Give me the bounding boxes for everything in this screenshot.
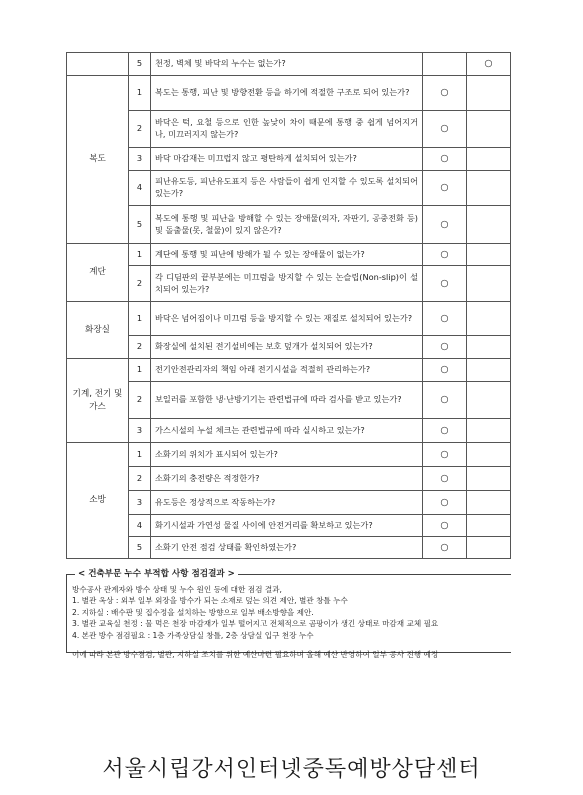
- category-cell: 복도: [67, 76, 129, 244]
- check-mark: ○: [423, 266, 467, 302]
- table-row: [67, 302, 511, 336]
- table-row: [67, 515, 511, 537]
- check-mark: ○: [423, 148, 467, 171]
- check-mark: ○: [423, 515, 467, 537]
- item-number: 1: [129, 76, 151, 111]
- check-mark: ○: [423, 302, 467, 336]
- checklist-item-text: 전기안전관리자의 책임 아래 전기시설을 적절히 관리하는가?: [151, 359, 423, 382]
- checklist-item-text: 각 디딤판의 끝부분에는 미끄럼을 방지할 수 있는 논슬립(Non-slip)이 설치되어 있는가?: [151, 266, 423, 302]
- check-mark: ○: [423, 419, 467, 443]
- result-line: 2. 지하실 : 배수판 및 집수정을 설치하는 방향으로 일부 배소방향을 제안.: [72, 607, 314, 617]
- item-number: 1: [129, 244, 151, 266]
- check-mark: ○: [423, 206, 467, 244]
- table-row: [67, 382, 511, 419]
- item-number: 1: [129, 359, 151, 382]
- check-mark: ○: [423, 537, 467, 559]
- checklist-item-text: 복도는 통행, 피난 및 방향전환 등을 하기에 적절한 구조로 되어 있는가?: [151, 76, 423, 111]
- category-cell: 소방: [67, 443, 129, 559]
- category-cell: 화장실: [67, 302, 129, 359]
- table-row: [67, 336, 511, 359]
- checklist-item-text: 화장실에 설치된 전기설비에는 보호 덮개가 설치되어 있는가?: [151, 336, 423, 359]
- checklist-item-text: 천정, 벽체 및 바닥의 누수는 없는가?: [151, 53, 423, 76]
- result-line: 방수공사 관계자와 방수 상태 및 누수 원인 등에 대한 점검 결과,: [72, 585, 282, 594]
- checklist-item-text: 계단에 통행 및 피난에 방해가 될 수 있는 장애물이 없는가?: [151, 244, 423, 266]
- checklist-item-text: 바닥 마감재는 미끄럽지 않고 평탄하게 설치되어 있는가?: [151, 148, 423, 171]
- item-number: 3: [129, 148, 151, 171]
- category-cell: 계단: [67, 244, 129, 302]
- organization-name: 서울시립강서인터넷중독예방상담센터: [102, 757, 481, 782]
- item-number: 2: [129, 467, 151, 491]
- checklist-item-text: 가스시설의 누설 체크는 관련법규에 따라 실시하고 있는가?: [151, 419, 423, 443]
- check-mark: ○: [423, 244, 467, 266]
- result-line: 4. 본관 방수 점검필요 : 1층 가족상담실 창틀, 2층 상담실 입구 천장 누수: [72, 630, 314, 640]
- check-mark: ○: [467, 53, 511, 76]
- inspection-result-box: [66, 569, 511, 659]
- check-mark: ○: [423, 467, 467, 491]
- result-body: [72, 584, 531, 660]
- check-mark: ○: [423, 76, 467, 111]
- table-row: [67, 266, 511, 302]
- table-row: [67, 53, 511, 76]
- checklist-item-text: 소화기 안전 점검 상태를 확인하였는가?: [151, 537, 423, 559]
- table-row: [67, 244, 511, 266]
- check-mark: ○: [423, 336, 467, 359]
- item-number: 3: [129, 419, 151, 443]
- item-number: 2: [129, 266, 151, 302]
- result-title: < 건축부문 누수 부적합 사항 점검결과 >: [75, 568, 238, 581]
- result-line: 이에 따라 본관 방수점검, 별관, 지하실 조치를 위한 예산마련 필요하며 올해 예산 반영하여 일부 공사 진행 예정: [72, 649, 439, 659]
- check-mark: ○: [423, 443, 467, 467]
- item-number: 4: [129, 171, 151, 206]
- inspection-checklist-table: [66, 52, 511, 559]
- table-row: [67, 359, 511, 382]
- item-number: 3: [129, 491, 151, 515]
- checklist-item-text: 소화기의 위치가 표시되어 있는가?: [151, 443, 423, 467]
- check-mark: ○: [423, 111, 467, 148]
- item-number: 5: [129, 537, 151, 559]
- result-line: 3. 별관 교육실 천정 : 물 먹은 천장 마감재가 일부 떨어지고 전체적으로 곰팡이가 생긴 상태로 마감재 교체 필요: [72, 619, 439, 629]
- checklist-item-text: 피난유도등, 피난유도표지 등은 사람들이 쉽게 인지할 수 있도록 설치되어 있는가?: [151, 171, 423, 206]
- table-row: [67, 76, 511, 111]
- checklist-item-text: 보일러를 포함한 냉·난방기기는 관련법규에 따라 검사를 받고 있는가?: [151, 382, 423, 419]
- check-mark: ○: [423, 382, 467, 419]
- check-mark: ○: [423, 359, 467, 382]
- item-number: 5: [129, 206, 151, 244]
- item-number: 1: [129, 443, 151, 467]
- checklist-item-text: 소화기의 충전량은 적정한가?: [151, 467, 423, 491]
- item-number: 4: [129, 515, 151, 537]
- table-row: [67, 171, 511, 206]
- table-row: [67, 443, 511, 467]
- item-number: 2: [129, 336, 151, 359]
- result-spacer: [72, 641, 531, 649]
- check-mark: ○: [423, 491, 467, 515]
- item-number: 2: [129, 382, 151, 419]
- table-row: [67, 467, 511, 491]
- table-row: [67, 111, 511, 148]
- checklist-item-text: 유도등은 정상적으로 작동하는가?: [151, 491, 423, 515]
- result-line: 1. 별관 옥상 : 외부 일부 외장을 방수가 되는 소재로 덮는 의견 제안, 별관 창틀 누수: [72, 596, 348, 606]
- table-row: [67, 419, 511, 443]
- table-row: [67, 491, 511, 515]
- category-cell: 기계, 전기 및 가스: [67, 359, 129, 443]
- table-row: [67, 206, 511, 244]
- checklist-item-text: 복도에 통행 및 피난을 방해할 수 있는 장애물(의자, 자판기, 공중전화 등) 및 돌출물(못, 철물)이 있지 않은가?: [151, 206, 423, 244]
- check-mark: ○: [423, 171, 467, 206]
- checklist-item-text: 바닥은 턱, 요철 등으로 인한 높낮이 차이 때문에 통행 중 쉽게 넘어지거나, 미끄러지지 않는가?: [151, 111, 423, 148]
- item-number: 5: [129, 53, 151, 76]
- item-number: 1: [129, 302, 151, 336]
- table-row: [67, 148, 511, 171]
- checklist-item-text: 바닥은 넘어짐이나 미끄럼 등을 방지할 수 있는 재질로 설치되어 있는가?: [151, 302, 423, 336]
- table-row: [67, 537, 511, 559]
- item-number: 2: [129, 111, 151, 148]
- checklist-item-text: 화기시설과 가연성 물질 사이에 안전거리를 확보하고 있는가?: [151, 515, 423, 537]
